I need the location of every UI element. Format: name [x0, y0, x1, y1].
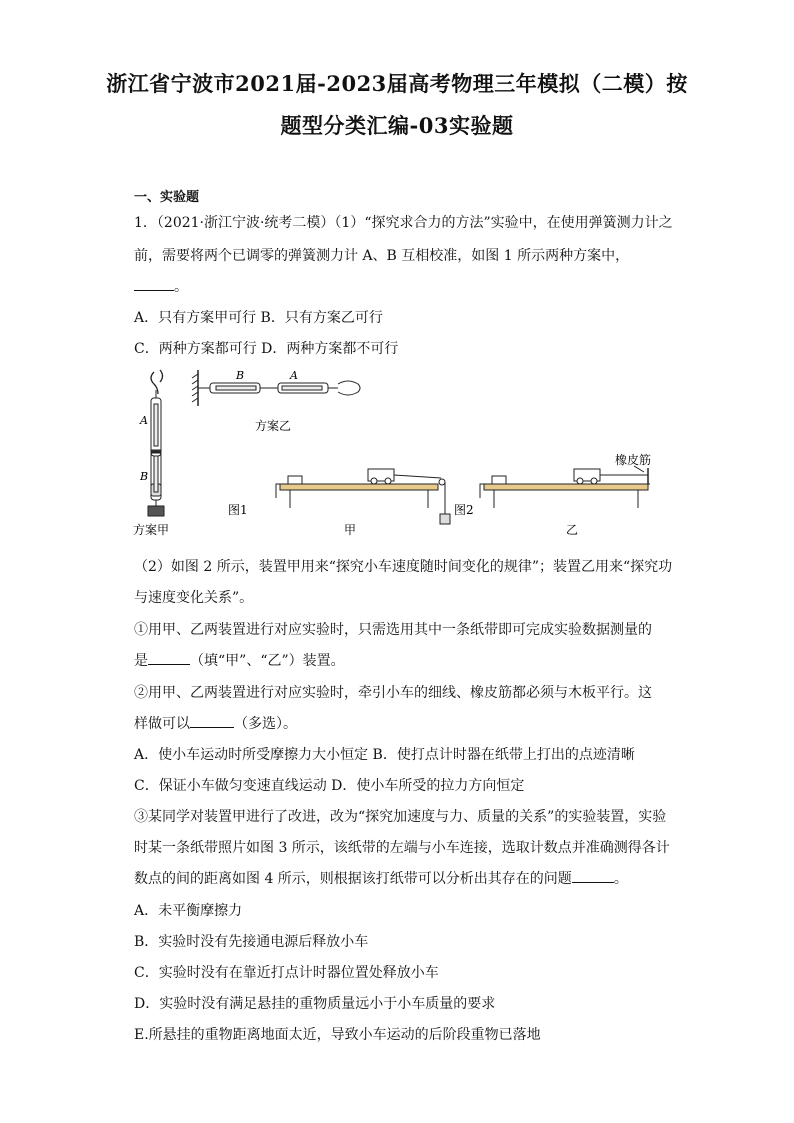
q2-sub3-pre: 数点的间的距离如图 4 所示，则根据该打纸带可以分析出其存在的问题	[134, 871, 572, 887]
q2-sub3-line2: 时某一条纸带照片如图 3 所示，该纸带的左端与小车连接，选取计数点并准确测得各计	[134, 840, 670, 856]
q1-line2: 前，需要将两个已调零的弹簧测力计 A、B 互相校准，如图 1 所示两种方案中，	[134, 248, 630, 264]
q2-sub2-line2	[134, 713, 297, 733]
q2-sub1-post: （填“甲”、“乙”）装置。	[190, 653, 345, 669]
label-a-horizontal: A	[290, 369, 298, 382]
label-a-vertical: A	[140, 414, 148, 427]
q2-option-c: C．实验时没有在靠近打点计时器位置处释放小车	[134, 965, 439, 981]
label-b-horizontal: B	[236, 369, 245, 382]
label-b-vertical: B	[140, 470, 149, 483]
q2-sub2-pre: 样做可以	[134, 716, 190, 732]
plan-jia-label: 方案甲	[133, 523, 170, 537]
q2-sub2-post: （多选）。	[234, 716, 297, 732]
q2-option-a: A．未平衡摩擦力	[134, 903, 243, 919]
apparatus-yi	[480, 466, 650, 508]
section-heading: 一、实验题	[134, 190, 200, 205]
fig2-label: 图2	[454, 503, 474, 517]
fig1-label: 图1	[228, 503, 248, 517]
q2-option-b: B．实验时没有先接通电源后释放小车	[134, 934, 369, 950]
q2-line2: 与速度变化关系”。	[134, 590, 254, 606]
jia-label: 甲	[344, 523, 357, 537]
q2-sub1-pre: 是	[134, 653, 148, 669]
q2-line1: （2）如图 2 所示，装置甲用来“探究小车速度随时间变化的规律”；装置乙用来“探究功	[134, 559, 673, 575]
plan-yi-label: 方案乙	[255, 419, 292, 433]
q1-options-ab: A．只有方案甲可行 B．只有方案乙可行	[134, 310, 383, 326]
document-title-line1: 浙江省宁波市2021届-2023届高考物理三年模拟（二模）按	[106, 71, 688, 96]
q2-option-d: D．实验时没有满足悬挂的重物质量远小于小车质量的要求	[134, 996, 496, 1012]
q1-line1: 1．（2021·浙江宁波·统考二模）（1）“探究求合力的方法”实验中，在使用弹簧测力计之	[134, 215, 673, 231]
answer-blank	[572, 868, 614, 883]
q1-options-cd: C．两种方案都可行 D．两种方案都不可行	[134, 341, 399, 357]
q2-sub2-options-ab: A．使小车运动时所受摩擦力大小恒定 B．使打点计时器在纸带上打出的点迹清晰	[134, 747, 635, 763]
q2-sub3-line1: ③某同学对装置甲进行了改进，改为“探究加速度与力、质量的关系”的实验装置，实验	[134, 809, 667, 825]
q2-sub2-line1: ②用甲、乙两装置进行对应实验时，牵引小车的细线、橡皮筋都必须与木板平行。这	[134, 685, 652, 701]
q2-option-e: E.所悬挂的重物距离地面太近，导致小车运动的后阶段重物已落地	[134, 1027, 541, 1043]
answer-blank	[148, 650, 190, 665]
answer-blank	[134, 276, 174, 291]
yi-label: 乙	[566, 523, 579, 537]
q2-sub1-line1: ①用甲、乙两装置进行对应实验时，只需选用其中一条纸带即可完成实验数据测量的	[134, 622, 652, 638]
q2-sub3-line3	[134, 868, 628, 888]
rubber-band-label: 橡皮筋	[615, 453, 652, 467]
answer-blank	[190, 713, 234, 728]
experiment-figure	[128, 368, 668, 548]
q2-sub1-line2	[134, 650, 345, 670]
q2-sub3-post: 。	[613, 871, 628, 887]
document-title-line2: 题型分类汇编-03实验题	[280, 113, 514, 138]
q2-sub2-options-cd: C．保证小车做匀变速直线运动 D．使小车所受的拉力方向恒定	[134, 778, 525, 794]
q1-line3-text: 。	[174, 279, 188, 295]
q1-line3	[134, 276, 188, 296]
horizontal-spring-scales	[192, 370, 360, 406]
apparatus-jia	[276, 469, 450, 524]
